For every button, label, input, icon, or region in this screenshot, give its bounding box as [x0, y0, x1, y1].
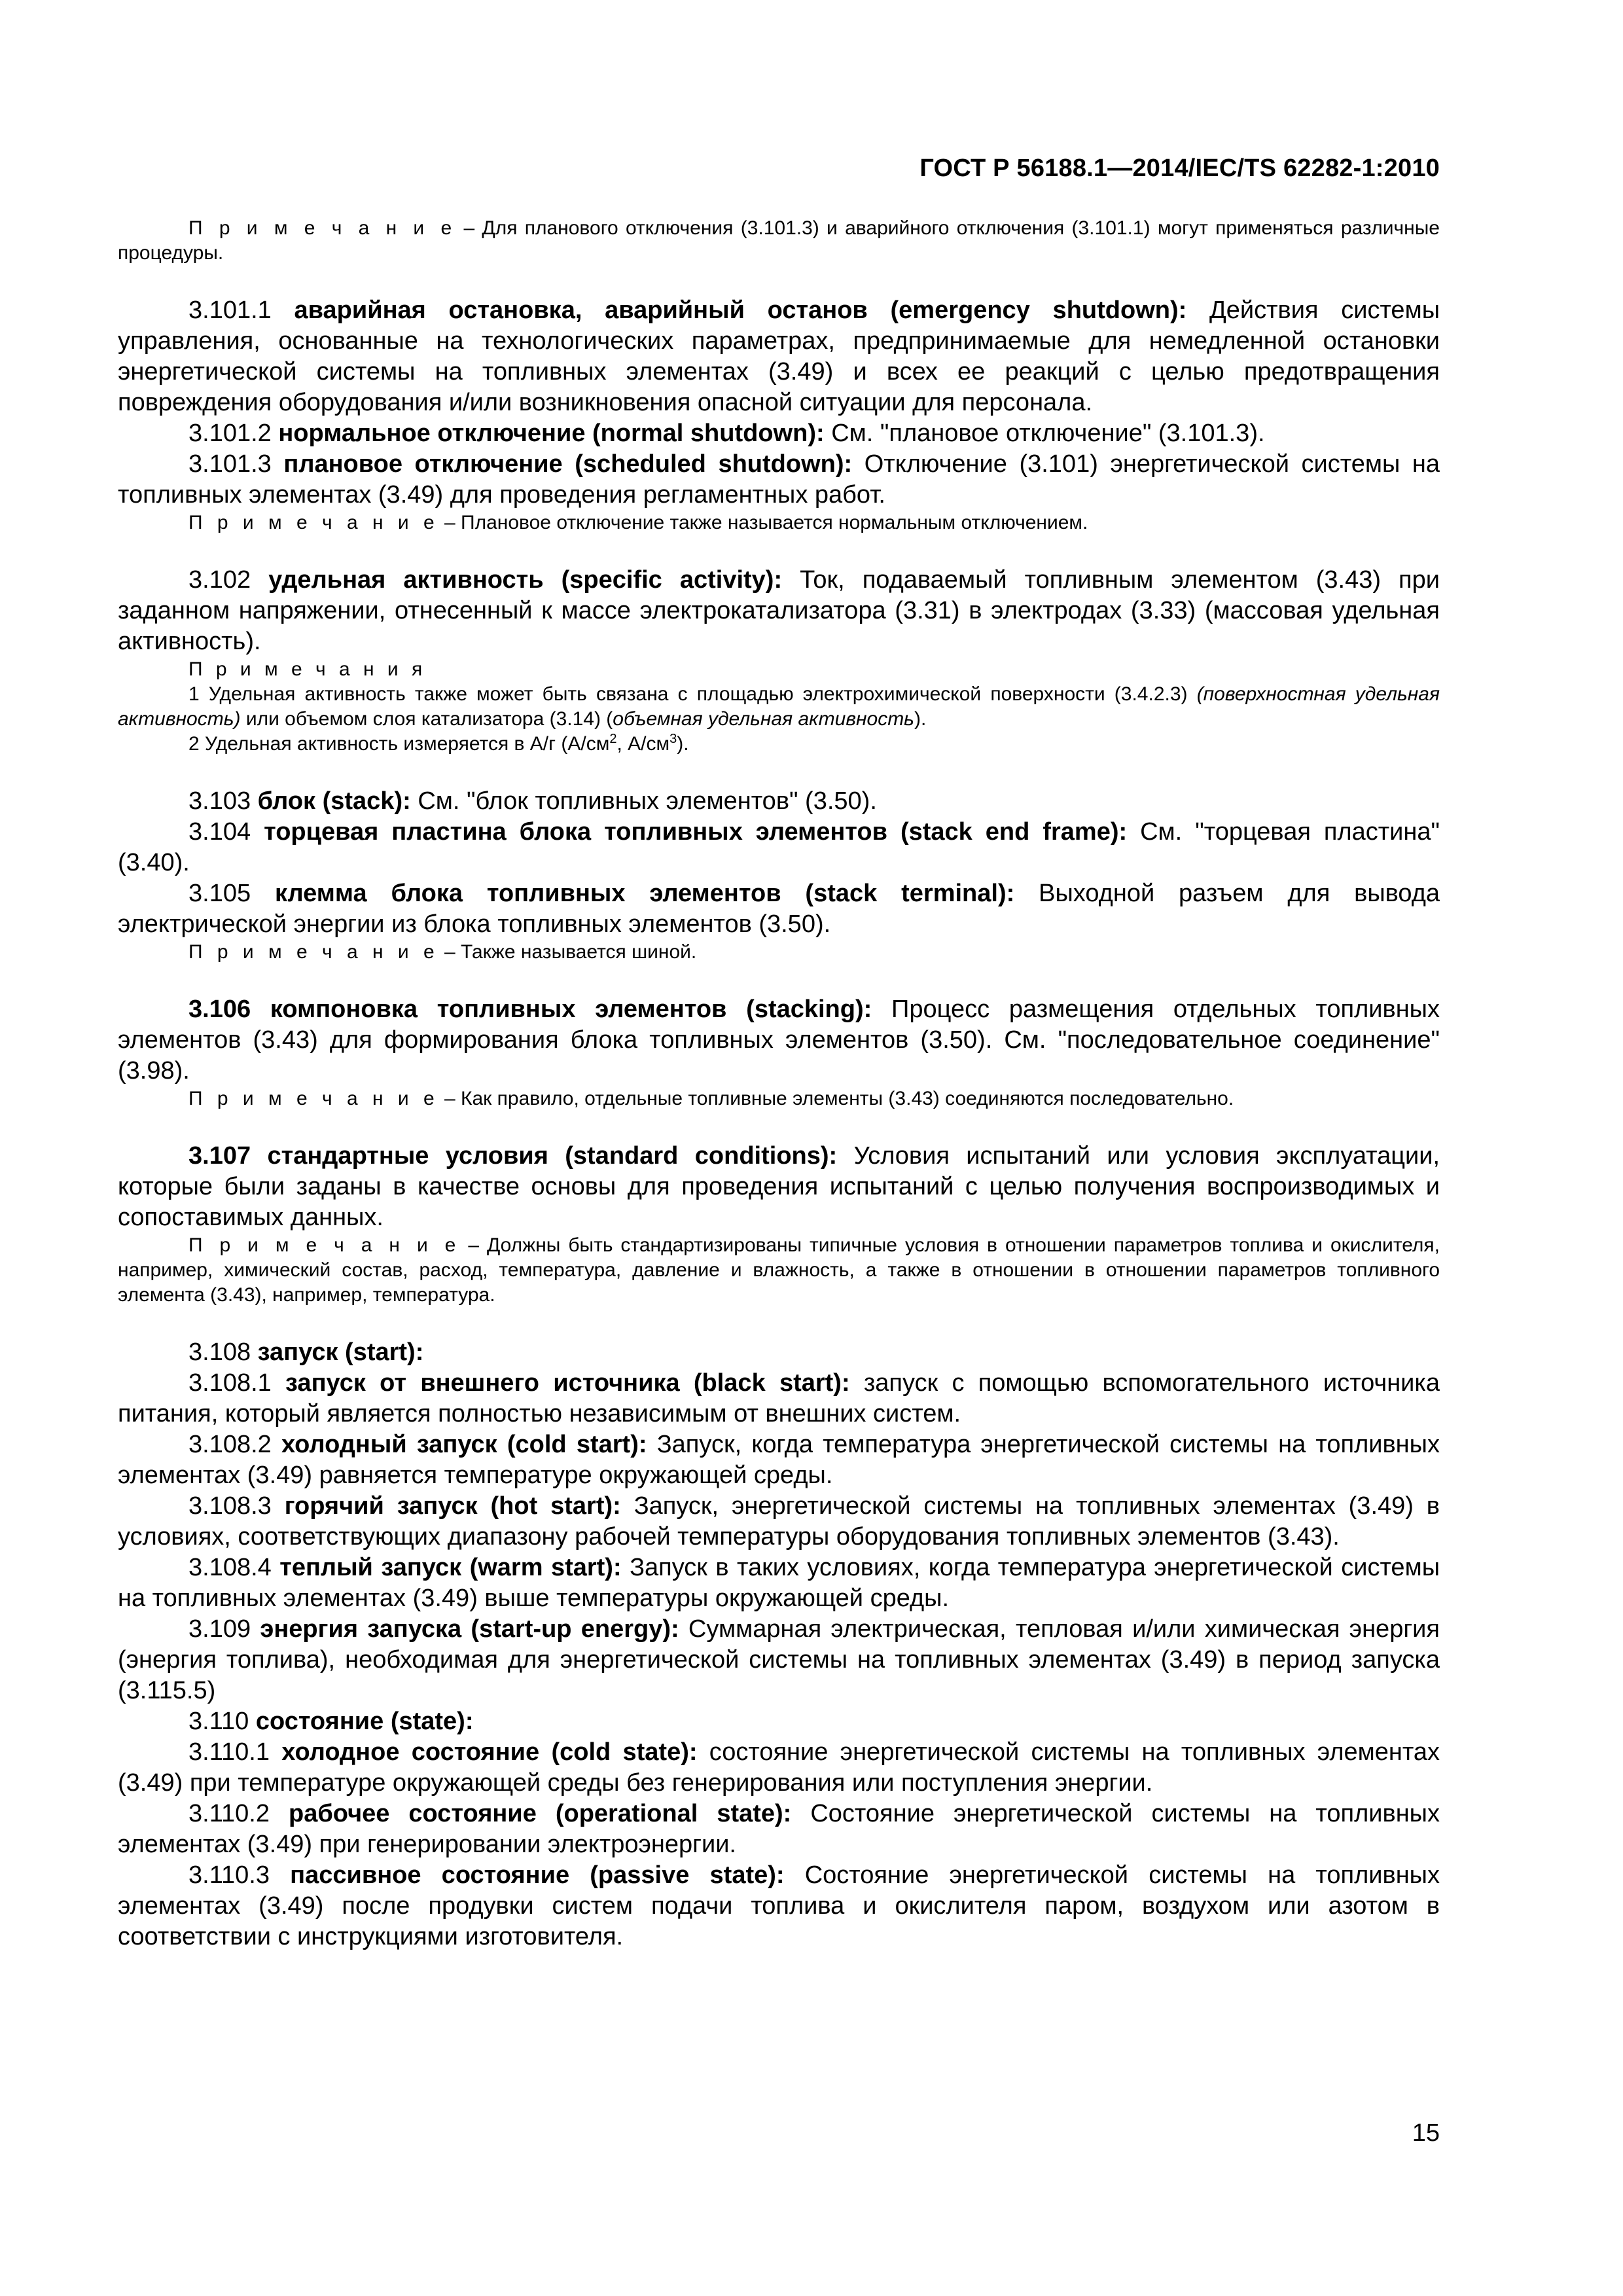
term-title: нормальное отключение (normal shutdown):: [278, 420, 825, 447]
term-title: аварийная остановка, аварийный останов (emergency shutdown):: [294, 296, 1187, 324]
term-title: энергия запуска (start-up energy):: [260, 1615, 679, 1643]
term-title: 3.106 компоновка топливных элементов (stacking):: [188, 996, 872, 1023]
term-3-101-2: 3.101.2 нормальное отключение (normal shutdown): См. "плановое отключение" (3.101.3).: [188, 420, 1265, 447]
term-3-108-3: 3.108.3 горячий запуск (hot start): Запуск, энергетической системы на топливных элементах (3.49) в условиях, соответствующих диапазону рабочей температуры оборудования топливных элементов (3.43).: [118, 1492, 1440, 1551]
term-3-103: 3.103 блок (stack): См. "блок топливных элементов" (3.50).: [188, 787, 877, 815]
term-title: запуск от внешнего источника (black start):: [285, 1369, 850, 1397]
page-number: 15: [1412, 2119, 1440, 2147]
term-title: запуск (start):: [257, 1338, 424, 1366]
term-3-110-2: 3.110.2 рабочее состояние (operational state): Состояние энергетической системы на топливных элементах (3.49) при генерировании электроэнергии.: [118, 1800, 1440, 1858]
document-page: [118, 0, 1440, 2296]
note-3-107: П р и м е ч а н и е – Должны быть стандартизированы типичные условия в отношении параметров топлива и окислителя, например, химический состав, расход, температура, давление и влажность, а также в отношении в отношении параметров топливного элемента (3.43), например, температура.: [118, 1234, 1440, 1306]
term-title: холодное состояние (cold state):: [281, 1738, 698, 1766]
term-3-110: 3.110 состояние (state):: [188, 1708, 474, 1735]
term-title: состояние (state):: [255, 1708, 474, 1735]
term-3-110-1: 3.110.1 холодное состояние (cold state): состояние энергетической системы на топливных элементах (3.49) при температуре окружающей среды без генерирования или поступления энергии.: [118, 1738, 1440, 1797]
note-planned-emergency: П р и м е ч а н и е – Для планового отключения (3.101.3) и аварийного отключения (3.101.1) могут применяться различные процедуры.: [118, 217, 1440, 264]
note-3-101-3: П р и м е ч а н и е – Плановое отключение также называется нормальным отключением.: [188, 512, 1088, 533]
term-title: 3.107 стандартные условия (standard conditions):: [188, 1142, 838, 1170]
note-3-105: П р и м е ч а н и е – Также называется шиной.: [188, 941, 697, 963]
term-title: плановое отключение (scheduled shutdown):: [283, 450, 853, 478]
term-3-102: 3.102 удельная активность (specific activity): Ток, подаваемый топливным элементом (3.43) при заданном напряжении, отнесенный к массе электрокатализатора (3.31) в электродах (3.33) (массовая удельная активность).: [118, 566, 1440, 655]
term-3-108-1: 3.108.1 запуск от внешнего источника (black start): запуск с помощью вспомогательного источника питания, который является полностью независимым от внешних систем.: [118, 1369, 1440, 1427]
term-3-109: 3.109 энергия запуска (start-up energy): Суммарная электрическая, тепловая и/или химическая энергия (энергия топлива), необходимая для энергетической системы на топливных элементах (3.49) в период запуска (3.115.5): [118, 1615, 1440, 1704]
note-3-102-2: 2 Удельная активность измеряется в А/г ($А/см^2$, $А/см^3$).: [188, 732, 689, 755]
note-label: П р и м е ч а н и е: [188, 217, 457, 239]
standard-code-header: ГОСТ Р 56188.1—2014/IEC/TS 62282-1:2010: [919, 154, 1440, 182]
notes-label: П р и м е ч а н и я: [188, 658, 427, 680]
term-3-104: 3.104 торцевая пластина блока топливных элементов (stack end frame): См. "торцевая пластина" (3.40).: [118, 818, 1440, 876]
term-3-108-4: 3.108.4 теплый запуск (warm start): Запуск в таких условиях, когда температура энергетической системы на топливных элементах (3.49) выше температуры окружающей среды.: [118, 1554, 1440, 1612]
term-3-110-3: 3.110.3 пассивное состояние (passive state): Состояние энергетической системы на топливных элементах (3.49) после продувки систем подачи топлива и окислителя паром, воздухом или азотом в соответствии с инструкциями изготовителя.: [118, 1861, 1440, 1950]
term-3-101-3: 3.101.3 плановое отключение (scheduled shutdown): Отключение (3.101) энергетической системы на топливных элементах (3.49) для проведения регламентных работ.: [118, 450, 1440, 509]
term-3-108: 3.108 запуск (start):: [188, 1338, 424, 1366]
term-3-107: 3.107 стандартные условия (standard conditions): Условия испытаний или условия эксплуатации, которые были заданы в качестве основы для проведения испытаний с целью получения воспроизводимых и сопоставимых данных.: [118, 1142, 1440, 1231]
term-title: горячий запуск (hot start):: [284, 1492, 621, 1520]
term-3-105: 3.105 клемма блока топливных элементов (stack terminal): Выходной разъем для вывода электрической энергии из блока топливных элементов (3.50).: [118, 880, 1440, 938]
term-3-106: 3.106 компоновка топливных элементов (stacking): Процесс размещения отдельных топливных элементов (3.43) для формирования блока топливных элементов (3.50). См. "последовательное соединение" (3.98).: [118, 996, 1440, 1085]
note-3-102-1: 1 Удельная активность также может быть связана с площадью электрохимической поверхности (3.4.2.3) (поверхностная удельная активность) или объемом слоя катализатора (3.14) (объемная удельная активность).: [118, 683, 1440, 730]
term-title: торцевая пластина блока топливных элементов (stack end frame):: [264, 818, 1128, 846]
term-title: пассивное состояние (passive state):: [290, 1861, 785, 1889]
term-3-108-2: 3.108.2 холодный запуск (cold start): Запуск, когда температура энергетической системы на топливных элементах (3.49) равняется температуре окружающей среды.: [118, 1431, 1440, 1489]
term-3-101-1: 3.101.1 аварийная остановка, аварийный останов (emergency shutdown): Действия системы управления, основанные на технологических параметрах, предпринимаемые для немедленной остановки энергетической системы на топливных элементах (3.49) и всех ее реакций с целью предотвращения повреждения оборудования и/или возникновения опасной ситуации для персонала.: [118, 296, 1440, 416]
term-title: удельная активность (specific activity):: [268, 566, 783, 594]
term-title: рабочее состояние (operational state):: [288, 1800, 792, 1827]
term-title: клемма блока топливных элементов (stack terminal):: [274, 880, 1015, 907]
term-title: холодный запуск (cold start):: [281, 1431, 647, 1458]
term-title: блок (stack):: [257, 787, 411, 815]
note-3-106: П р и м е ч а н и е – Как правило, отдельные топливные элементы (3.43) соединяются последовательно.: [188, 1088, 1234, 1109]
document-body: [118, 216, 1440, 1952]
term-title: теплый запуск (warm start):: [279, 1554, 622, 1581]
